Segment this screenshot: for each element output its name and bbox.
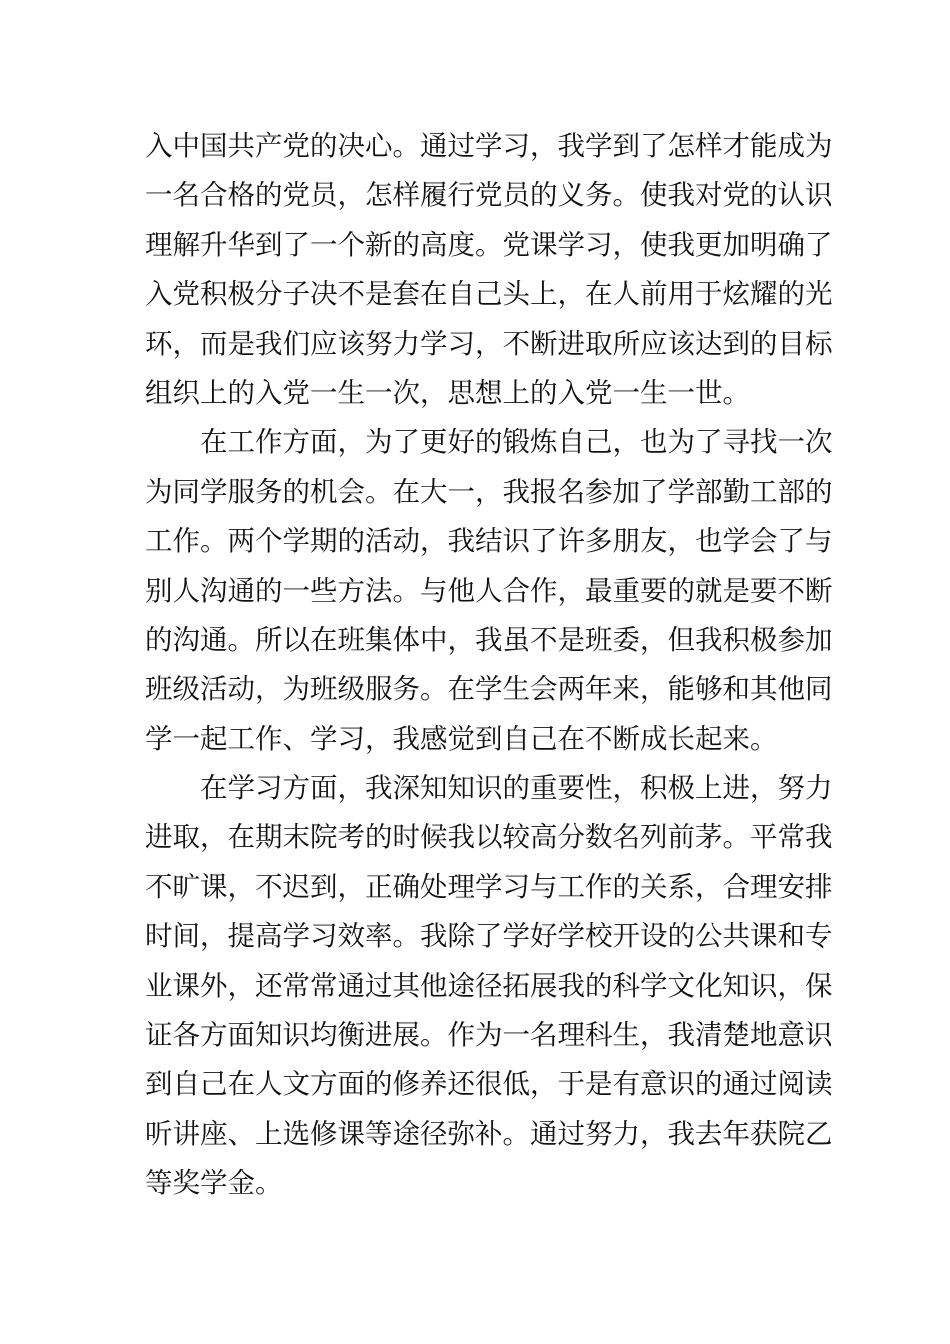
paragraph-first-line: 在工作方面，为了更好的锻炼自己，也为了寻找一次	[200, 426, 833, 459]
text-line: 组织上的入党一生一次，思想上的入党一生一世。	[145, 376, 750, 409]
text-line: 听讲座、上选修课等途径弥补。通过努力，我去年获院乙	[145, 1117, 833, 1150]
text-line: 入党积极分子决不是套在自己头上，在人前用于炫耀的光	[145, 278, 833, 311]
text-line: 不旷课，不迟到，正确处理学习与工作的关系，合理安排	[145, 870, 833, 903]
text-line: 班级活动，为班级服务。在学生会两年来，能够和其他同	[145, 673, 833, 706]
text-line: 环，而是我们应该努力学习，不断进取所应该达到的目标	[145, 327, 833, 360]
text-line: 业课外，还常常通过其他途径拓展我的科学文化知识，保	[145, 969, 833, 1002]
text-line: 进取，在期末院考的时候我以较高分数名列前茅。平常我	[145, 821, 833, 854]
text-line: 一名合格的党员，怎样履行党员的义务。使我对党的认识	[145, 179, 833, 212]
text-line: 为同学服务的机会。在大一，我报名参加了学部勤工部的	[145, 475, 833, 508]
text-line: 理解升华到了一个新的高度。党课学习，使我更加明确了	[145, 228, 833, 261]
body-text	[145, 122, 833, 1209]
text-line: 等奖学金。	[145, 1167, 283, 1200]
text-line: 到自己在人文方面的修养还很低，于是有意识的通过阅读	[145, 1068, 833, 1101]
text-line: 时间，提高学习效率。我除了学好学校开设的公共课和专	[145, 920, 833, 953]
text-line: 证各方面知识均衡进展。作为一名理科生，我清楚地意识	[145, 1019, 833, 1052]
text-line: 别人沟通的一些方法。与他人合作，最重要的就是要不断	[145, 574, 833, 607]
text-line: 工作。两个学期的活动，我结识了许多朋友，也学会了与	[145, 525, 833, 558]
text-line: 学一起工作、学习，我感觉到自己在不断成长起来。	[145, 722, 778, 755]
text-line: 入中国共产党的决心。通过学习，我学到了怎样才能成为	[145, 130, 833, 162]
paragraph-first-line: 在学习方面，我深知知识的重要性，积极上进，努力	[200, 772, 833, 805]
text-line: 的沟通。所以在班集体中，我虽不是班委，但我积极参加	[145, 623, 833, 656]
